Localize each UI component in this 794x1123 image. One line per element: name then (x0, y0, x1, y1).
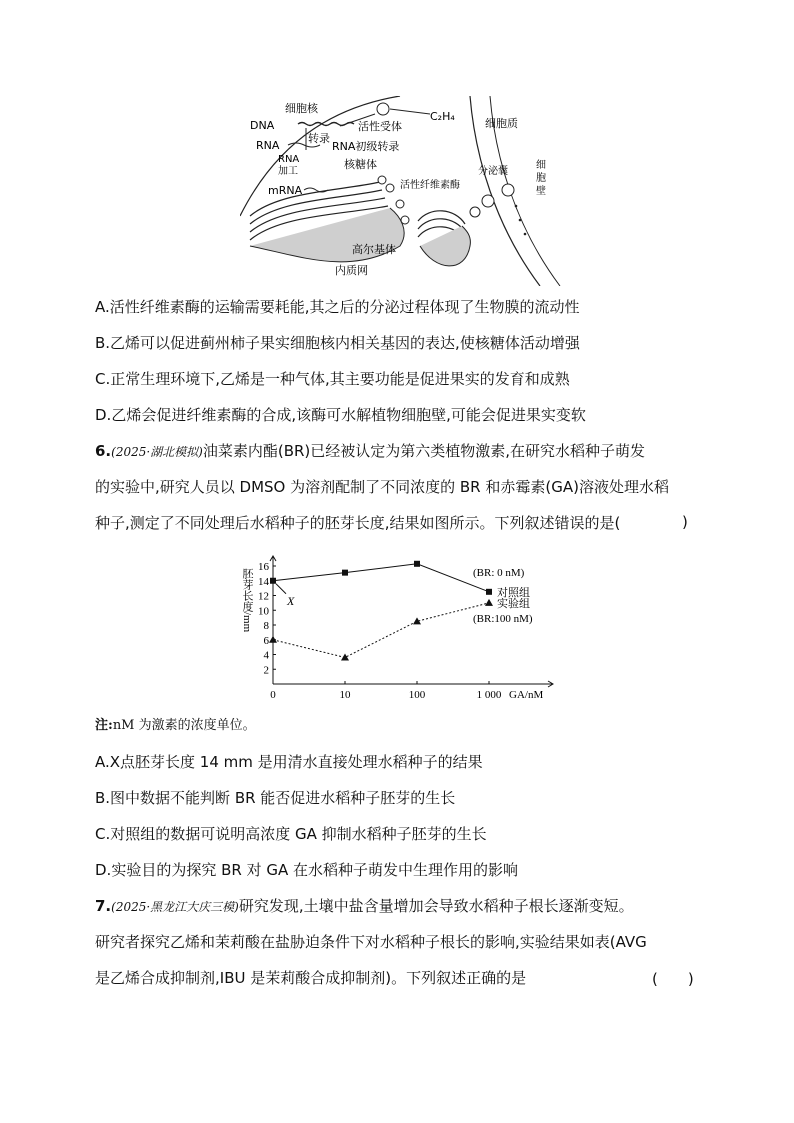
label-vesicle: 分泌囊 (478, 166, 508, 177)
q7-stem-line1 (95, 896, 634, 917)
q6-stem-line2: 的实验中,研究人员以 DMSO 为溶剂配制了不同浓度的 BR 和赤霉素(GA)溶液处理水稻 (95, 478, 669, 496)
label-rna: RNA (256, 139, 280, 152)
x-tick-label: 10 (339, 689, 351, 701)
q6-stem-line1 (95, 441, 645, 462)
data-point-square (270, 578, 276, 584)
y-tick-label: 2 (263, 664, 269, 677)
note-prefix: 注: (95, 718, 113, 733)
germination-chart (235, 548, 565, 710)
q5-option-c: C.正常生理环境下,乙烯是一种气体,其主要功能是促进果实的发育和成熟 (95, 370, 570, 388)
secretory-vesicle-fused (502, 184, 514, 196)
q5-option-a: A.活性纤维素酶的运输需要耗能,其之后的分泌过程体现了生物膜的流动性 (95, 298, 580, 316)
label-primary-transcript: RNA初级转录 (332, 140, 400, 153)
q6-option-a: A.X点胚芽长度 14 mm 是用清水直接处理水稻种子的结果 (95, 753, 483, 771)
y-tick-label: 12 (258, 590, 269, 603)
y-axis-label: 胚芽长度/mm (241, 568, 253, 633)
label-rna-processing-2: 加工 (278, 166, 298, 177)
label-rna-processing-1: RNA (278, 154, 300, 165)
data-point-square (414, 561, 420, 567)
nuclear-envelope (240, 96, 400, 216)
annotation-pointer (276, 584, 286, 594)
series-condition-control: (BR: 0 nM) (473, 567, 525, 579)
ethylene-cellulase-diagram (240, 96, 570, 286)
q6-source: (2025·湖北模拟) (111, 445, 203, 459)
q7-stem-text1: 研究发现,土壤中盐含量增加会导致水稻种子根长逐渐变短。 (238, 897, 634, 915)
q7-stem-line3: 是乙烯合成抑制剂,IBU 是茉莉酸合成抑制剂)。下列叙述正确的是 (95, 969, 527, 987)
x-tick-label: 1 000 (476, 689, 502, 701)
q7-answer-blank: ( ) (652, 970, 694, 988)
y-tick-label: 14 (258, 575, 269, 588)
label-c2h4: C₂H₄ (430, 110, 455, 123)
y-tick-label: 10 (258, 605, 269, 618)
label-cell-wall-2: 胞 (536, 173, 546, 184)
vesicle-1 (396, 200, 404, 208)
q7-number: 7. (95, 897, 112, 915)
q7-stem-line2: 研究者探究乙烯和茉莉酸在盐胁迫条件下对水稻种子根长的影响,实验结果如表(AVG (95, 933, 647, 951)
q7-source: (2025·黑龙江大庆三模) (111, 900, 239, 914)
series-name-control: 对照组 (497, 586, 530, 599)
y-tick-label: 16 (258, 561, 269, 573)
q6-option-b: B.图中数据不能判断 BR 能否促进水稻种子胚芽的生长 (95, 789, 456, 807)
data-point-triangle (341, 653, 349, 660)
q6-stem-line3: 种子,测定了不同处理后水稻种子的胚芽长度,结果如图所示。下列叙述错误的是( (95, 514, 621, 532)
annotation-x: X (287, 593, 295, 608)
x-axis-label: GA/nM (509, 689, 544, 701)
ethylene-arrow (390, 109, 430, 114)
label-active-cellulase: 活性纤维素酶 (400, 180, 460, 191)
data-point-square (342, 570, 348, 576)
y-tick-label: 4 (263, 649, 269, 662)
q6-stem-text1: 油菜素内酯(BR)已经被认定为第六类植物激素,在研究水稻种子萌发 (202, 442, 646, 460)
q6-option-c: C.对照组的数据可说明高浓度 GA 抑制水稻种子胚芽的生长 (95, 825, 487, 843)
data-point-triangle (485, 599, 493, 606)
series-line-1 (273, 603, 489, 658)
label-mrna: mRNA (268, 184, 303, 197)
vesicle-2 (401, 216, 409, 224)
note-text: nM 为激素的浓度单位。 (112, 718, 256, 733)
label-golgi: 高尔基体 (352, 243, 396, 256)
label-dna: DNA (250, 119, 275, 132)
q5-option-d: D.乙烯会促进纤维素酶的合成,该酶可水解植物细胞壁,可能会促进果实变软 (95, 406, 586, 424)
label-cell-wall-3: 壁 (536, 186, 546, 197)
x-tick-label: 100 (408, 689, 426, 701)
label-active-receptor: 活性受体 (358, 120, 402, 133)
secretory-vesicle (482, 195, 494, 207)
series-condition-experiment: (BR:100 nM) (473, 613, 533, 625)
x-tick-label: 0 (270, 689, 276, 701)
label-ribosome: 核糖体 (344, 158, 377, 171)
receptor-circle (377, 103, 389, 115)
series-name-experiment: 实验组 (497, 597, 530, 610)
data-point-square (486, 589, 492, 595)
y-tick-label: 8 (263, 620, 269, 632)
label-nucleus: 细胞核 (285, 102, 318, 115)
vesicle-3 (470, 207, 480, 217)
chart-marks (269, 561, 533, 661)
label-transcription: 转录 (308, 132, 330, 145)
q6-option-d: D.实验目的为探究 BR 对 GA 在水稻种子萌发中生理作用的影响 (95, 861, 518, 879)
q6-answer-close: ) (682, 513, 688, 531)
y-tick-label: 6 (263, 634, 269, 647)
q5-option-b: B.乙烯可以促进蓟州柿子果实细胞核内相关基因的表达,使核糖体活动增强 (95, 334, 580, 352)
series-line-0 (273, 564, 489, 592)
q6-note (95, 716, 256, 736)
q6-number: 6. (95, 442, 112, 460)
label-cell-wall-1: 细 (536, 160, 546, 171)
label-er: 内质网 (335, 264, 368, 277)
golgi-apparatus (418, 211, 470, 266)
label-cytoplasm: 细胞质 (485, 117, 518, 130)
